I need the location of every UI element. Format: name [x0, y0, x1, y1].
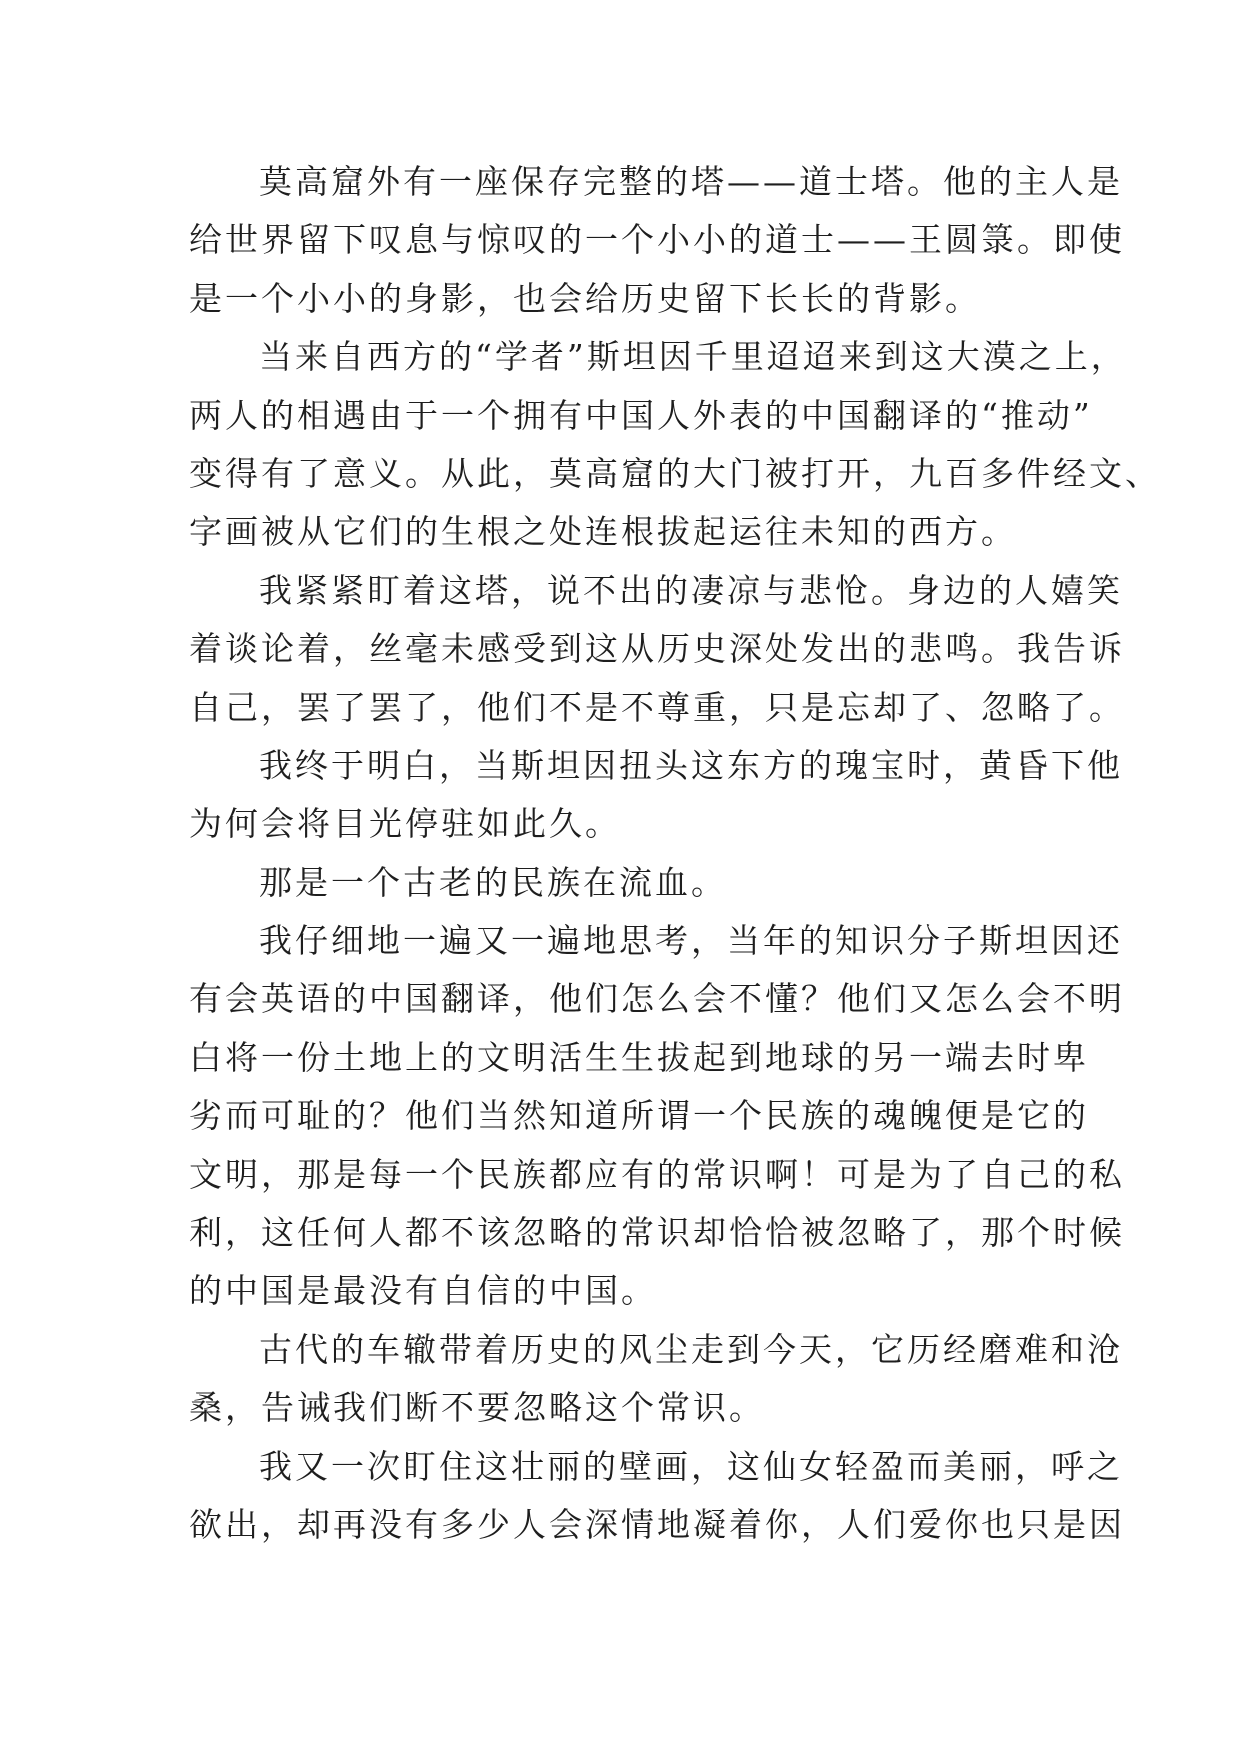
- text-line: 欲出，却再没有多少人会深情地凝着你，人们爱你也只是因: [189, 1504, 1125, 1544]
- text-line: 有会英语的中国翻译，他们怎么会不懂？他们又怎么会不明: [189, 979, 1125, 1019]
- text-line: 莫高窟外有一座保存完整的塔——道士塔。他的主人是: [259, 162, 1123, 201]
- text-line: 白将一份土地上的文明活生生拔起到地球的另一端去时卑: [189, 1037, 1089, 1077]
- text-line: 当来自西方的“学者”斯坦因千里迢迢来到这大漠之上，: [259, 337, 1127, 377]
- text-line: 为何会将目光停驻如此久。: [189, 804, 621, 844]
- text-line: 利，这任何人都不该忽略的常识却恰恰被忽略了，那个时候: [189, 1213, 1125, 1253]
- text-line: 我终于明白，当斯坦因扭头这东方的瑰宝时，黄昏下他: [259, 745, 1123, 785]
- text-line: 两人的相遇由于一个拥有中国人外表的中国翻译的“推动”: [189, 395, 1093, 435]
- text-line: 着谈论着，丝毫未感受到这从历史深处发出的悲鸣。我告诉: [189, 629, 1125, 669]
- text-line: 自己，罢了罢了，他们不是不尊重，只是忘却了、忽略了。: [189, 687, 1125, 727]
- essay-body: [189, 153, 1161, 1554]
- text-line: 给世界留下叹息与惊叹的一个小小的道士——王圆箓。即使: [189, 220, 1125, 260]
- text-line: 桑，告诫我们断不要忽略这个常识。: [189, 1388, 765, 1428]
- text-line: 变得有了意义。从此，莫高窟的大门被打开，九百多件经文、: [189, 453, 1161, 493]
- text-line: 文明，那是每一个民族都应有的常识啊！可是为了自己的私: [189, 1154, 1125, 1194]
- text-line: 我又一次盯住这壮丽的壁画，这仙女轻盈而美丽，呼之: [259, 1446, 1123, 1486]
- text-line: 我仔细地一遍又一遍地思考，当年的知识分子斯坦因还: [259, 921, 1123, 961]
- text-line: 我紧紧盯着这塔，说不出的凄凉与悲怆。身边的人嬉笑: [259, 570, 1123, 610]
- text-line: 那是一个古老的民族在流血。: [259, 862, 727, 902]
- text-line: 的中国是最没有自信的中国。: [189, 1271, 657, 1311]
- text-line: 字画被从它们的生根之处连根拔起运往未知的西方。: [189, 512, 1017, 552]
- text-line: 古代的车辙带着历史的风尘走到今天，它历经磨难和沧: [259, 1329, 1123, 1369]
- text-line: 劣而可耻的？他们当然知道所谓一个民族的魂魄便是它的: [189, 1096, 1089, 1136]
- text-line: 是一个小小的身影，也会给历史留下长长的背影。: [189, 278, 981, 318]
